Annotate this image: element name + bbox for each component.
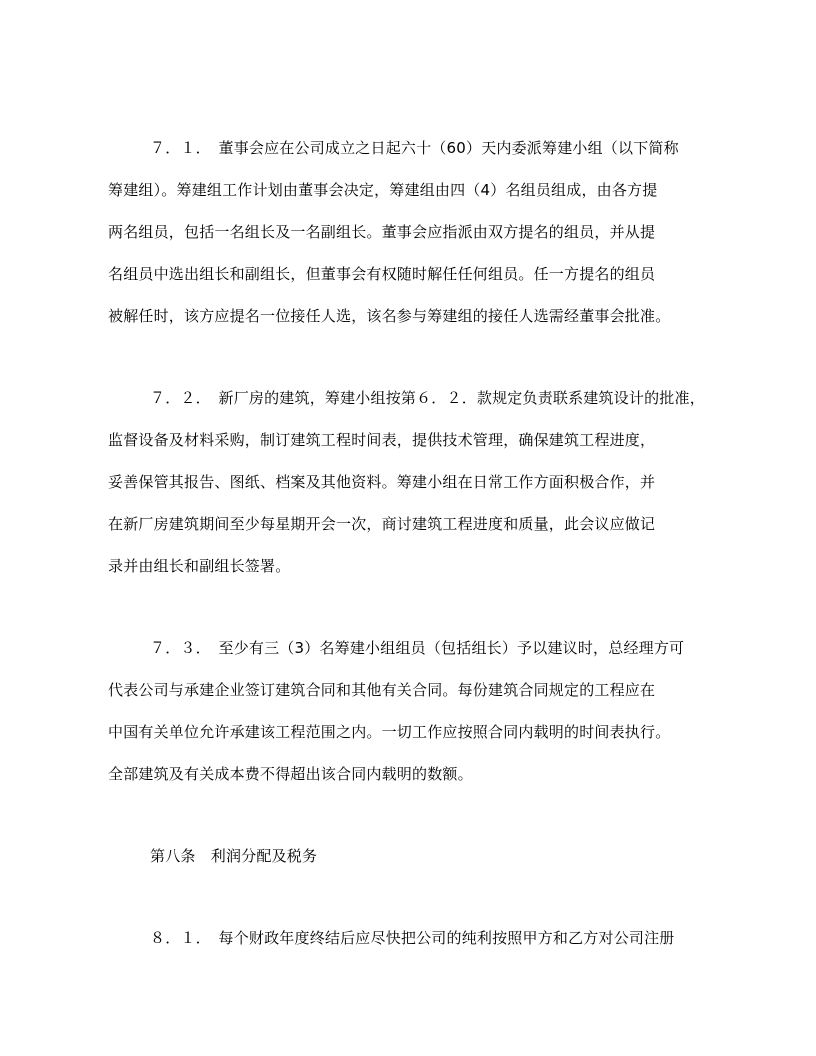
clause-line: 妥善保管其报告、图纸、档案及其他资料。筹建小组在日常工作方面积极合作，并 — [108, 473, 656, 491]
clause-line: 录并由组长和副组长签署。 — [108, 557, 291, 575]
clause-line: ７．１． 董事会应在公司成立之日起六十（60）天内委派筹建小组（以下简称 — [150, 139, 679, 157]
clause-line: 两名组员，包括一名组长及一名副组长。董事会应指派由双方提名的组员，并从提 — [108, 223, 656, 241]
clause-line: 监督设备及材料采购，制订建筑工程时间表，提供技术管理，确保建筑工程进度， — [108, 431, 656, 449]
clause-line: 全部建筑及有关成本费不得超出该合同内载明的数额。 — [108, 765, 473, 783]
clause-line: 在新厂房建筑期间至少每星期开会一次，商讨建筑工程进度和质量，此会议应做记 — [108, 515, 656, 533]
clause-line: 代表公司与承建企业签订建筑合同和其他有关合同。每份建筑合同规定的工程应在 — [108, 681, 656, 699]
article-heading: 第八条 利润分配及税务 — [150, 847, 318, 865]
clause-line: 筹建组）。筹建组工作计划由董事会决定，筹建组由四（4）名组员组成，由各方提 — [108, 181, 658, 199]
clause-line: 名组员中选出组长和副组长，但董事会有权随时解任任何组员。任一方提名的组员 — [108, 265, 656, 283]
clause-line: 中国有关单位允许承建该工程范围之内。一切工作应按照合同内载明的时间表执行。 — [108, 723, 671, 741]
clause-line: ７．２． 新厂房的建筑，筹建小组按第６．２．款规定负责联系建筑设计的批准， — [150, 389, 705, 407]
clause-line: 被解任时，该方应提名一位接任人选，该名参与筹建组的接任人选需经董事会批准。 — [108, 307, 671, 325]
clause-line: ７．３． 至少有三（3）名筹建小组组员（包括组长）予以建议时，总经理方可 — [150, 639, 685, 657]
clause-8-1-line: ８．１． 每个财政年度终结后应尽快把公司的纯利按照甲方和乙方对公司注册 — [150, 929, 675, 947]
